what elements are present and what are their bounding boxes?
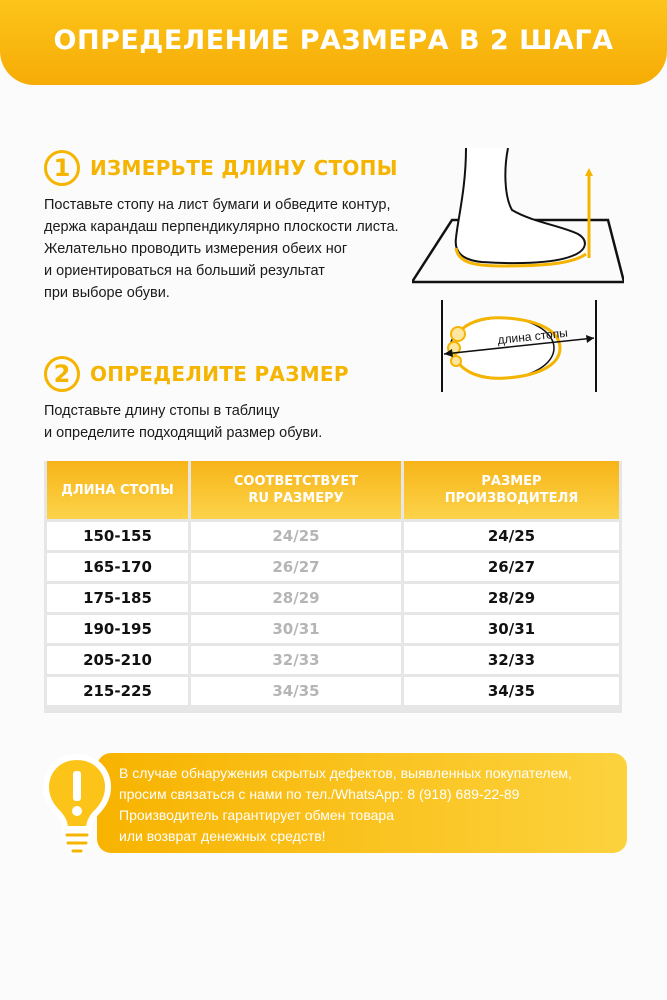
step2-title: ОПРЕДЕЛИТЕ РАЗМЕР [90, 362, 349, 386]
foot-length-label: длина стопы [496, 325, 569, 347]
ru-size-cell: 26/27 [191, 553, 401, 581]
step1-line: и ориентироваться на больший результат [44, 263, 325, 279]
step2-number-icon: 2 [44, 356, 80, 392]
ru-size-cell: 28/29 [191, 584, 401, 612]
table-row [44, 584, 622, 612]
foot-length-cell: 190-195 [47, 615, 188, 643]
notice-line: Производитель гарантирует обмен товара [119, 807, 394, 823]
step1-line: Желательно проводить измерения обеих ног [44, 241, 348, 257]
step2-line: и определите подходящий размер обуви. [44, 425, 323, 441]
step1-line: держа карандаш перпендикулярно плоскости листа. [44, 219, 399, 235]
foot-length-cell: 175-185 [47, 584, 188, 612]
column-header-ru-size: СООТВЕТСТВУЕТ RU РАЗМЕРУ [191, 461, 401, 519]
warranty-notice [42, 753, 627, 853]
size-table-header [44, 461, 622, 519]
step2-line: Подставьте длину стопы в таблицу [44, 403, 280, 419]
notice-line: или возврат денежных средств! [119, 828, 326, 844]
manufacturer-size-cell: 26/27 [404, 553, 619, 581]
foot-length-cell: 150-155 [47, 522, 188, 550]
step2-heading [44, 356, 349, 392]
ru-size-cell: 34/35 [191, 677, 401, 705]
manufacturer-size-cell: 28/29 [404, 584, 619, 612]
header-banner [0, 0, 667, 85]
manufacturer-size-cell: 32/33 [404, 646, 619, 674]
table-row [44, 615, 622, 643]
foot-length-cell: 205-210 [47, 646, 188, 674]
step1-number-icon: 1 [44, 150, 80, 186]
notice-line: В случае обнаружения скрытых дефектов, выявленных покупателем, [119, 765, 572, 781]
ru-size-cell: 32/33 [191, 646, 401, 674]
table-row [44, 646, 622, 674]
size-table [44, 461, 622, 713]
step2-description [44, 400, 322, 444]
step1-line: Поставьте стопу на лист бумаги и обведите контур, [44, 197, 391, 213]
foot-side-illustration [412, 148, 624, 288]
ru-size-cell: 30/31 [191, 615, 401, 643]
lightbulb-icon [42, 753, 112, 857]
manufacturer-size-cell: 24/25 [404, 522, 619, 550]
foot-length-cell: 215-225 [47, 677, 188, 705]
table-row [44, 553, 622, 581]
step1-description [44, 194, 399, 304]
foot-top-illustration [432, 300, 602, 392]
table-row [44, 522, 622, 550]
column-header-manufacturer-size: РАЗМЕР ПРОИЗВОДИТЕЛЯ [404, 461, 619, 519]
step1-line: при выборе обуви. [44, 285, 170, 301]
table-row [44, 677, 622, 705]
manufacturer-size-cell: 30/31 [404, 615, 619, 643]
step1-heading [44, 150, 398, 186]
manufacturer-size-cell: 34/35 [404, 677, 619, 705]
foot-length-cell: 165-170 [47, 553, 188, 581]
page-title: ОПРЕДЕЛЕНИЕ РАЗМЕРА В 2 ШАГА [53, 25, 614, 56]
notice-line: просим связаться с нами по тел./WhatsApp: 8 (918) 689-22-89 [119, 786, 520, 802]
notice-text [119, 763, 572, 847]
ru-size-cell: 24/25 [191, 522, 401, 550]
step1-title: ИЗМЕРЬТЕ ДЛИНУ СТОПЫ [90, 156, 398, 180]
column-header-foot-length: ДЛИНА СТОПЫ [47, 461, 188, 519]
